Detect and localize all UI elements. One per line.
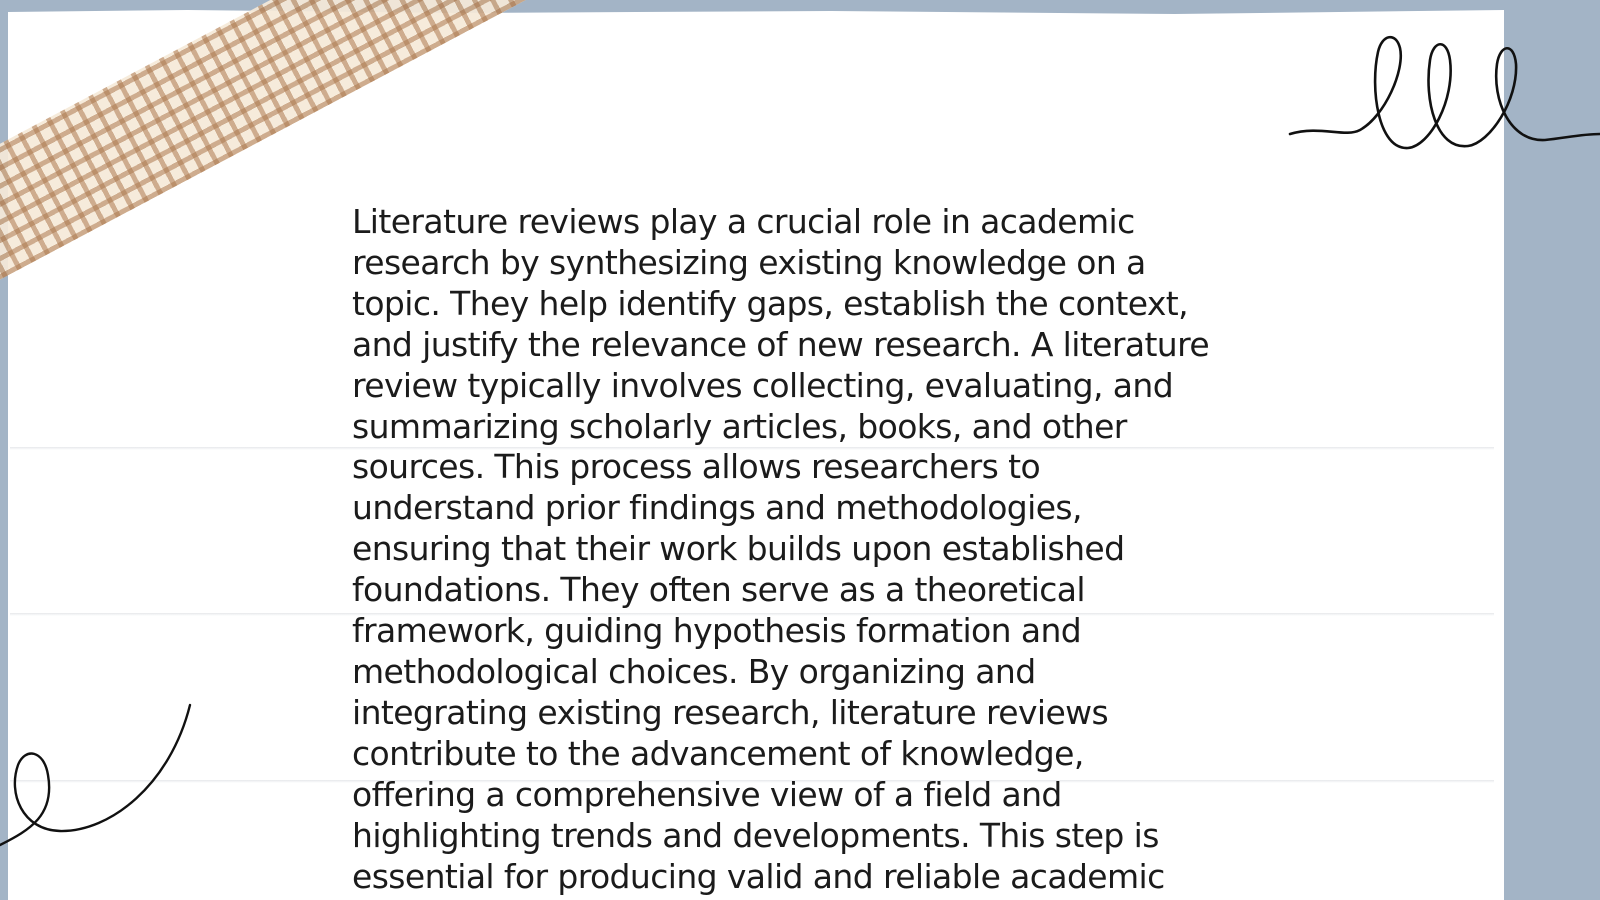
body-paragraph: Literature reviews play a crucial role in academic research by synthesizing existing knowledge on a topic. They help identify gaps, establish the context, and justify the relevance of new research. A literature review typically involves collecting, evaluating, and summarizing scholarly articles, books, and other sources. This process allows researchers to understand prior findings and methodologies, ensuring that their work builds upon established foundations. They often serve as a theoretical framework, guiding hypothesis formation and methodological choices. By organizing and integrating existing research, literature reviews contribute to the advancement of knowledge, offering a comprehensive view of a field and highlighting trends and developments. This step is essential for producing valid and reliable academic <box>352 202 1210 896</box>
loop-squiggle-icon <box>1290 30 1600 160</box>
curl-squiggle-icon <box>0 695 200 845</box>
